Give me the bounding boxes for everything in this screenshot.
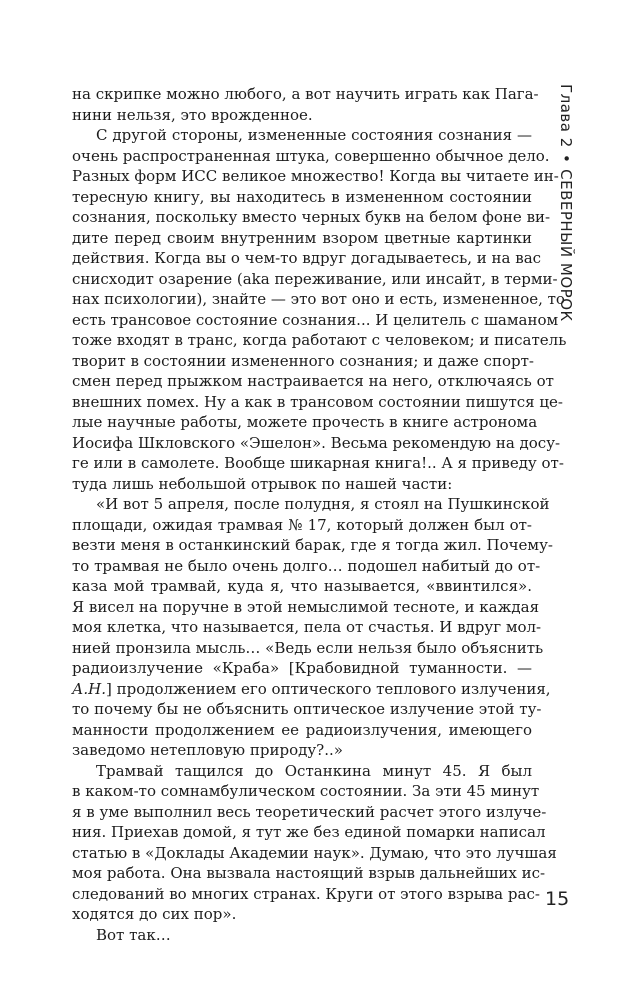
text-line: нини нельзя, это врожденное. <box>72 105 313 124</box>
text-line: площади, ожидая трамвая № 17, который должен был от- <box>72 515 532 534</box>
text-line: ге или в самолете. Вообще шикарная книга!.. А я приведу от- <box>72 454 564 472</box>
page-number: 15 <box>545 888 570 910</box>
text-line: то трамвая не было очень долго… подошел набитый до от- <box>72 556 541 575</box>
text-line: творит в состоянии измененного сознания; и даже спорт- <box>72 351 534 370</box>
text-line: нией пронзила мысль… «Ведь если нельзя было объяснить <box>72 638 544 657</box>
text-line: действия. Когда вы о чем-то вдруг догадываетесь, и на вас <box>72 249 542 267</box>
text-line: лые научные работы, можете прочесть в книге астронома <box>72 413 538 431</box>
text-line: ния. Приехав домой, я тут же без единой помарки написал <box>72 823 546 841</box>
text-line: дите перед своим внутренним взором цветные картинки <box>72 228 532 247</box>
text-line: заведомо нетепловую природу?..» <box>72 741 343 759</box>
text-line: Я висел на поручне в этой немыслимой тесноте, и каждая <box>72 597 540 616</box>
text-line: «И вот 5 апреля, после полудня, я стоял на Пушкинской <box>96 495 550 513</box>
text-line: нах психологии), знайте — это вот оно и есть, измененное, то <box>72 290 565 308</box>
text-line: в каком-то сомнамбулическом состоянии. За эти 45 минут <box>72 782 540 800</box>
text-line: есть трансовое состояние сознания... И целитель с шаманом <box>72 310 559 329</box>
text-line: я в уме выполнил весь теоретический расчет этого излуче- <box>72 802 547 821</box>
running-head-text <box>557 84 575 322</box>
text-line: статью в «Доклады Академии наук». Думаю, что это лучшая <box>72 843 557 862</box>
text-line: каза мой трамвай, куда я, что называется, «ввинтился». <box>72 577 532 595</box>
text-line: следований во многих странах. Круги от этого взрыва рас- <box>72 884 540 903</box>
text-line: то почему бы не объяснить оптическое излучение этой ту- <box>72 700 542 718</box>
text-line: туда лишь небольшой отрывок по нашей части: <box>72 474 453 493</box>
text-line: ходятся до сих пор». <box>72 905 237 923</box>
text-line: моя клетка, что называется, пела от счастья. И вдруг мол- <box>72 618 542 636</box>
text-line: везти меня в останкинский барак, где я тогда жил. Почему- <box>72 536 553 554</box>
text-line: очень распространенная штука, совершенно обычное дело. <box>72 146 550 165</box>
running-head <box>551 84 579 324</box>
text-line: моя работа. Она вызвала настоящий взрыв дальнейших ис- <box>72 864 546 882</box>
text-line: снисходит озарение (aka переживание, или инсайт, в терми- <box>72 269 558 288</box>
text-line: на скрипке можно любого, а вот научить играть как Пага- <box>72 85 539 103</box>
text-line: смен перед прыжком настраивается на него, отключаясь от <box>72 372 554 390</box>
text-line: С другой стороны, измененные состояния сознания — <box>96 126 532 144</box>
text-line: сознания, поскольку вместо черных букв на белом фоне ви- <box>72 208 551 226</box>
author-initials: А.Н. <box>72 679 106 698</box>
text-line: тересную книгу, вы находитесь в измененном состоянии <box>72 187 532 206</box>
text-line: манности продолжением ее радиоизлучения, имеющего <box>72 720 532 739</box>
text-line: радиоизлучение «Краба» [Крабовидной туманности. — <box>72 659 532 677</box>
text-line: внешних помех. Ну а как в трансовом состоянии пишутся це- <box>72 392 563 411</box>
chapter-title: СЕВЕРНЫЙ МОРОК <box>557 169 575 322</box>
text-line: тоже входят в транс, когда работают с человеком; и писатель <box>72 331 567 349</box>
chapter-label: Глава 2 <box>557 84 575 148</box>
text-line: А.Н.] продолжением его оптического теплового излучения, <box>72 679 551 698</box>
separator-bullet: • <box>557 153 575 164</box>
text-line: Разных форм ИСС великое множество! Когда вы читаете ин- <box>72 167 559 185</box>
text-line: Иосифа Шкловского «Эшелон». Весьма рекомендую на досу- <box>72 433 561 452</box>
text-line: Трамвай тащился до Останкина минут 45. Я был <box>96 761 532 780</box>
text-line: Вот так… <box>96 925 171 944</box>
